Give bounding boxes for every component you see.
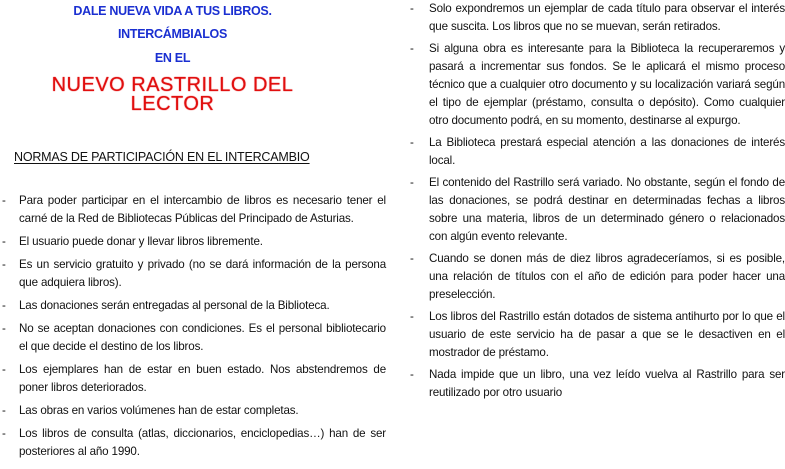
bullet-dash: - bbox=[2, 235, 6, 248]
bullet-dash: - bbox=[410, 368, 414, 381]
list-item bbox=[0, 233, 386, 251]
list-item bbox=[405, 134, 785, 170]
header-line-2: INTERCÁMBIALOS bbox=[118, 27, 227, 41]
rule-text: Cuando se donen más de diez libros agradeceríamos, si es posible, una relación de títulos con el año de edición para poder hacer una preselección. bbox=[429, 252, 785, 301]
list-item bbox=[0, 320, 386, 356]
bullet-dash: - bbox=[2, 404, 6, 417]
rule-text: Las obras en varios volúmenes han de estar completas. bbox=[19, 404, 299, 417]
section-heading: NORMAS DE PARTICIPACIÓN EN EL INTERCAMBIO bbox=[14, 150, 310, 164]
rule-text: Es un servicio gratuito y privado (no se dará información de la persona que adquiera libros). bbox=[19, 258, 386, 289]
bullet-dash: - bbox=[410, 42, 414, 55]
list-item bbox=[405, 308, 785, 362]
bullet-dash: - bbox=[410, 176, 414, 189]
bullet-dash: - bbox=[410, 310, 414, 323]
rule-text: El contenido del Rastrillo será variado. No obstante, según el fondo de las donaciones, se podrá destinar en determinadas fechas a libros sobre una materia, libros de un determinado género o relacionados con algún evento relevante. bbox=[429, 176, 785, 243]
bullet-dash: - bbox=[2, 322, 6, 335]
list-item bbox=[0, 361, 386, 397]
list-item bbox=[405, 0, 785, 36]
rule-text: Nada impide que un libro, una vez leído vuelva al Rastrillo para ser reutilizado por otro usuario bbox=[429, 368, 785, 399]
bullet-dash: - bbox=[2, 299, 6, 312]
list-item bbox=[0, 297, 386, 315]
bullet-dash: - bbox=[2, 427, 6, 440]
bullet-dash: - bbox=[410, 252, 414, 265]
list-item bbox=[405, 174, 785, 246]
list-item bbox=[405, 250, 785, 304]
rule-text: Para poder participar en el intercambio de libros es necesario tener el carné de la Red de Bibliotecas Públicas del Principado de Asturias. bbox=[19, 194, 386, 225]
left-rules-list bbox=[0, 192, 386, 466]
rule-text: La Biblioteca prestará especial atención a las donaciones de interés local. bbox=[429, 136, 785, 167]
event-title-line-2: LECTOR bbox=[130, 93, 215, 115]
rule-text: Los ejemplares han de estar en buen estado. Nos abstendremos de poner libros deteriorados. bbox=[19, 363, 386, 394]
rule-text: No se aceptan donaciones con condiciones. Es el personal bibliotecario el que decide el destino de los libros. bbox=[19, 322, 386, 353]
rule-text: Solo expondremos un ejemplar de cada título para observar el interés que suscita. Los libros que no se muevan, serán retirados. bbox=[429, 2, 785, 33]
list-item bbox=[0, 402, 386, 420]
event-title-line-1: NUEVO RASTRILLO DEL bbox=[51, 74, 294, 96]
event-title bbox=[0, 76, 345, 114]
rule-text: Los libros de consulta (atlas, diccionarios, enciclopedias…) han de ser posteriores al año 1990. bbox=[19, 427, 386, 458]
list-item bbox=[0, 192, 386, 228]
right-rules-list bbox=[405, 0, 785, 406]
left-column bbox=[0, 0, 392, 469]
bullet-dash: - bbox=[410, 136, 414, 149]
header-line-3: EN EL bbox=[154, 51, 191, 65]
list-item bbox=[405, 366, 785, 402]
list-item bbox=[0, 256, 386, 292]
header-line-1: DALE NUEVA VIDA A TUS LIBROS. bbox=[73, 4, 272, 18]
rule-text: Si alguna obra es interesante para la Biblioteca la recuperaremos y pasará a incrementar sus fondos. Se le aplicará el mismo proceso técnico que a cualquier otro documento y su localización variará según el tipo de ejemplar (préstamo, consulta o depósito). Como cualquier otro documento podrá, en su momento, destinarse al expurgo. bbox=[429, 42, 785, 127]
bullet-dash: - bbox=[2, 194, 6, 207]
list-item bbox=[405, 40, 785, 130]
list-item bbox=[0, 425, 386, 461]
right-column bbox=[405, 0, 785, 469]
rule-text: Las donaciones serán entregadas al personal de la Biblioteca. bbox=[19, 299, 330, 312]
bullet-dash: - bbox=[2, 363, 6, 376]
bullet-dash: - bbox=[2, 258, 6, 271]
rule-text: Los libros del Rastrillo están dotados de sistema antihurto por lo que el usuario de este servicio ha de pasar a que se le desactiven en el mostrador de préstamo. bbox=[429, 310, 785, 359]
rule-text: El usuario puede donar y llevar libros libremente. bbox=[19, 235, 263, 248]
bullet-dash: - bbox=[410, 2, 414, 15]
